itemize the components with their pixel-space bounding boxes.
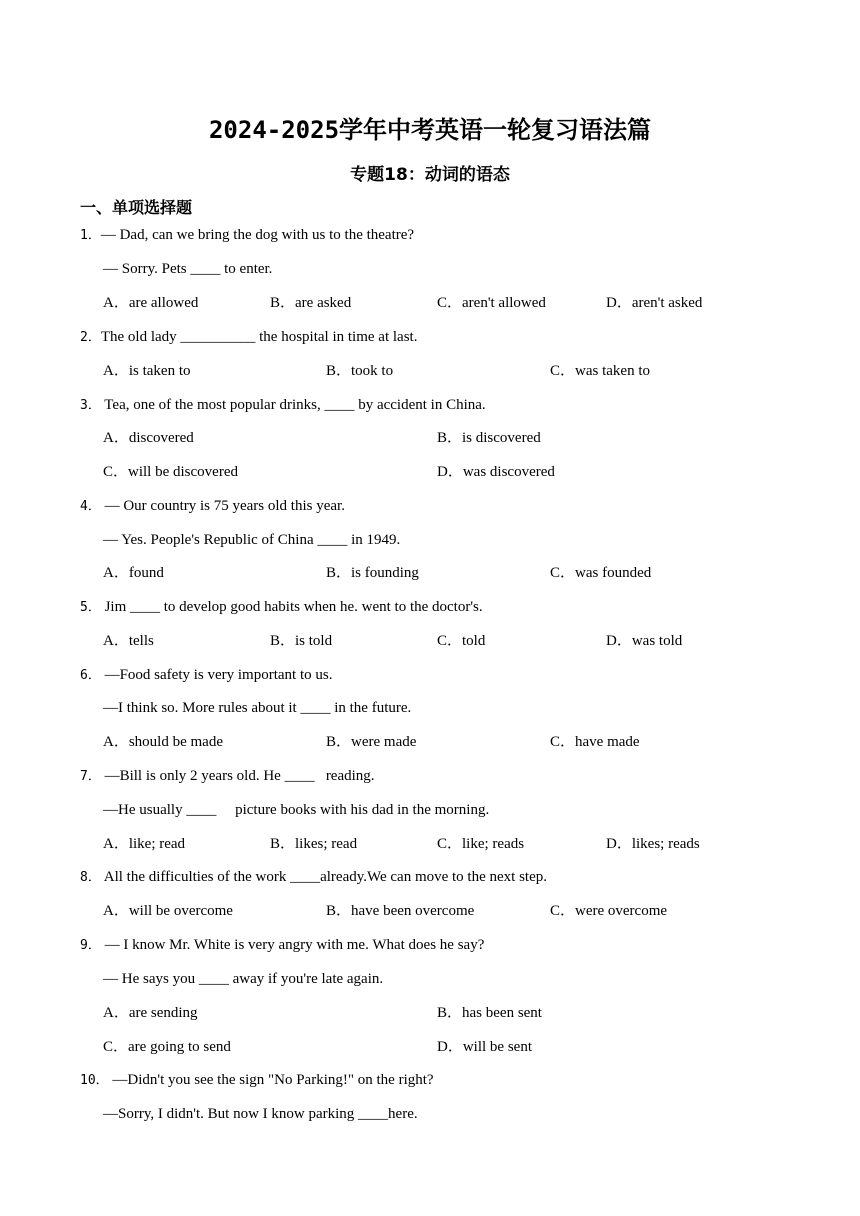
question-text: —Food safety is very important to us.: [100, 667, 333, 683]
question-3-option-c[interactable]: C．will be discovered: [103, 464, 238, 480]
question-text: — I know Mr. White is very angry with me. What does he say?: [100, 937, 485, 953]
question-8-option-b[interactable]: B．have been overcome: [326, 903, 475, 919]
question-number: 5．: [80, 600, 101, 615]
document-title: 2024-2025学年中考英语一轮复习语法篇: [208, 116, 652, 144]
section-heading: 一、单项选择题: [80, 198, 193, 217]
question-6-stem: [80, 665, 332, 686]
question-9-response: — He says you ____ away if you're late again.: [103, 971, 384, 987]
question-4-response: — Yes. People's Republic of China ____ in 1949.: [103, 532, 401, 548]
question-9-option-c[interactable]: C．are going to send: [103, 1039, 231, 1055]
question-text: Tea, one of the most popular drinks, ____ by accident in China.: [100, 397, 486, 413]
question-text: — Our country is 75 years old this year.: [100, 498, 345, 514]
question-2-option-c[interactable]: C．was taken to: [550, 363, 650, 379]
question-10-response: —Sorry, I didn't. But now I know parking ____here.: [103, 1106, 418, 1122]
question-1-option-c[interactable]: C．aren't allowed: [437, 295, 546, 311]
question-1-option-a[interactable]: A．are allowed: [103, 295, 199, 311]
question-number: 7．: [80, 769, 101, 784]
question-6-option-b[interactable]: B．were made: [326, 734, 417, 750]
question-9-option-b[interactable]: B．has been sent: [437, 1005, 542, 1021]
question-3-option-d[interactable]: D．was discovered: [437, 464, 555, 480]
question-number: 10．: [80, 1073, 109, 1088]
question-text: —Didn't you see the sign "No Parking!" on the right?: [108, 1072, 434, 1088]
question-number: 2．: [80, 330, 101, 345]
question-8-stem: [80, 867, 547, 888]
question-7-option-b[interactable]: B．likes; read: [270, 836, 358, 852]
question-3-stem: [80, 395, 486, 416]
question-4-option-b[interactable]: B．is founding: [326, 565, 419, 581]
question-7-response: —He usually ____ picture books with his dad in the morning.: [103, 802, 490, 818]
question-6-response: —I think so. More rules about it ____ in the future.: [103, 700, 412, 716]
question-7-option-c[interactable]: C．like; reads: [437, 836, 525, 852]
question-4-option-a[interactable]: A．found: [103, 565, 164, 581]
question-5-option-c[interactable]: C．told: [437, 633, 486, 649]
question-number: 1．: [80, 228, 101, 243]
question-3-option-b[interactable]: B．is discovered: [437, 430, 541, 446]
question-number: 3．: [80, 398, 101, 413]
question-8-option-a[interactable]: A．will be overcome: [103, 903, 233, 919]
question-2-option-b[interactable]: B．took to: [326, 363, 394, 379]
question-3-option-a[interactable]: A．discovered: [103, 430, 194, 446]
question-text: —Bill is only 2 years old. He ____ reading.: [100, 768, 375, 784]
question-7-stem: [80, 766, 375, 787]
question-1-stem: [80, 225, 414, 246]
question-5-stem: [80, 597, 483, 618]
question-9-option-d[interactable]: D．will be sent: [437, 1039, 532, 1055]
question-7-option-a[interactable]: A．like; read: [103, 836, 186, 852]
question-5-option-b[interactable]: B．is told: [270, 633, 333, 649]
question-text: Jim ____ to develop good habits when he. went to the doctor's.: [100, 599, 483, 615]
topic-subtitle: 专题18：动词的语态: [350, 165, 510, 185]
question-8-option-c[interactable]: C．were overcome: [550, 903, 668, 919]
question-number: 4．: [80, 499, 101, 514]
question-2-option-a[interactable]: A．is taken to: [103, 363, 191, 379]
question-4-stem: [80, 496, 345, 517]
question-text: All the difficulties of the work ____already.We can move to the next step.: [100, 869, 547, 885]
question-9-option-a[interactable]: A．are sending: [103, 1005, 198, 1021]
question-6-option-a[interactable]: A．should be made: [103, 734, 223, 750]
question-number: 9．: [80, 938, 101, 953]
question-7-option-d[interactable]: D．likes; reads: [606, 836, 700, 852]
question-number: 8．: [80, 870, 101, 885]
question-1-option-d[interactable]: D．aren't asked: [606, 295, 703, 311]
question-2-stem: [80, 327, 417, 348]
question-5-option-a[interactable]: A．tells: [103, 633, 154, 649]
question-10-stem: [80, 1070, 434, 1091]
question-number: 6．: [80, 668, 101, 683]
question-5-option-d[interactable]: D．was told: [606, 633, 683, 649]
question-text: — Dad, can we bring the dog with us to the theatre?: [100, 227, 415, 243]
question-9-stem: [80, 935, 484, 956]
question-text: The old lady __________ the hospital in time at last.: [100, 329, 418, 345]
question-4-option-c[interactable]: C．was founded: [550, 565, 652, 581]
question-1-response: — Sorry. Pets ____ to enter.: [103, 261, 273, 277]
question-1-option-b[interactable]: B．are asked: [270, 295, 352, 311]
question-6-option-c[interactable]: C．have made: [550, 734, 640, 750]
